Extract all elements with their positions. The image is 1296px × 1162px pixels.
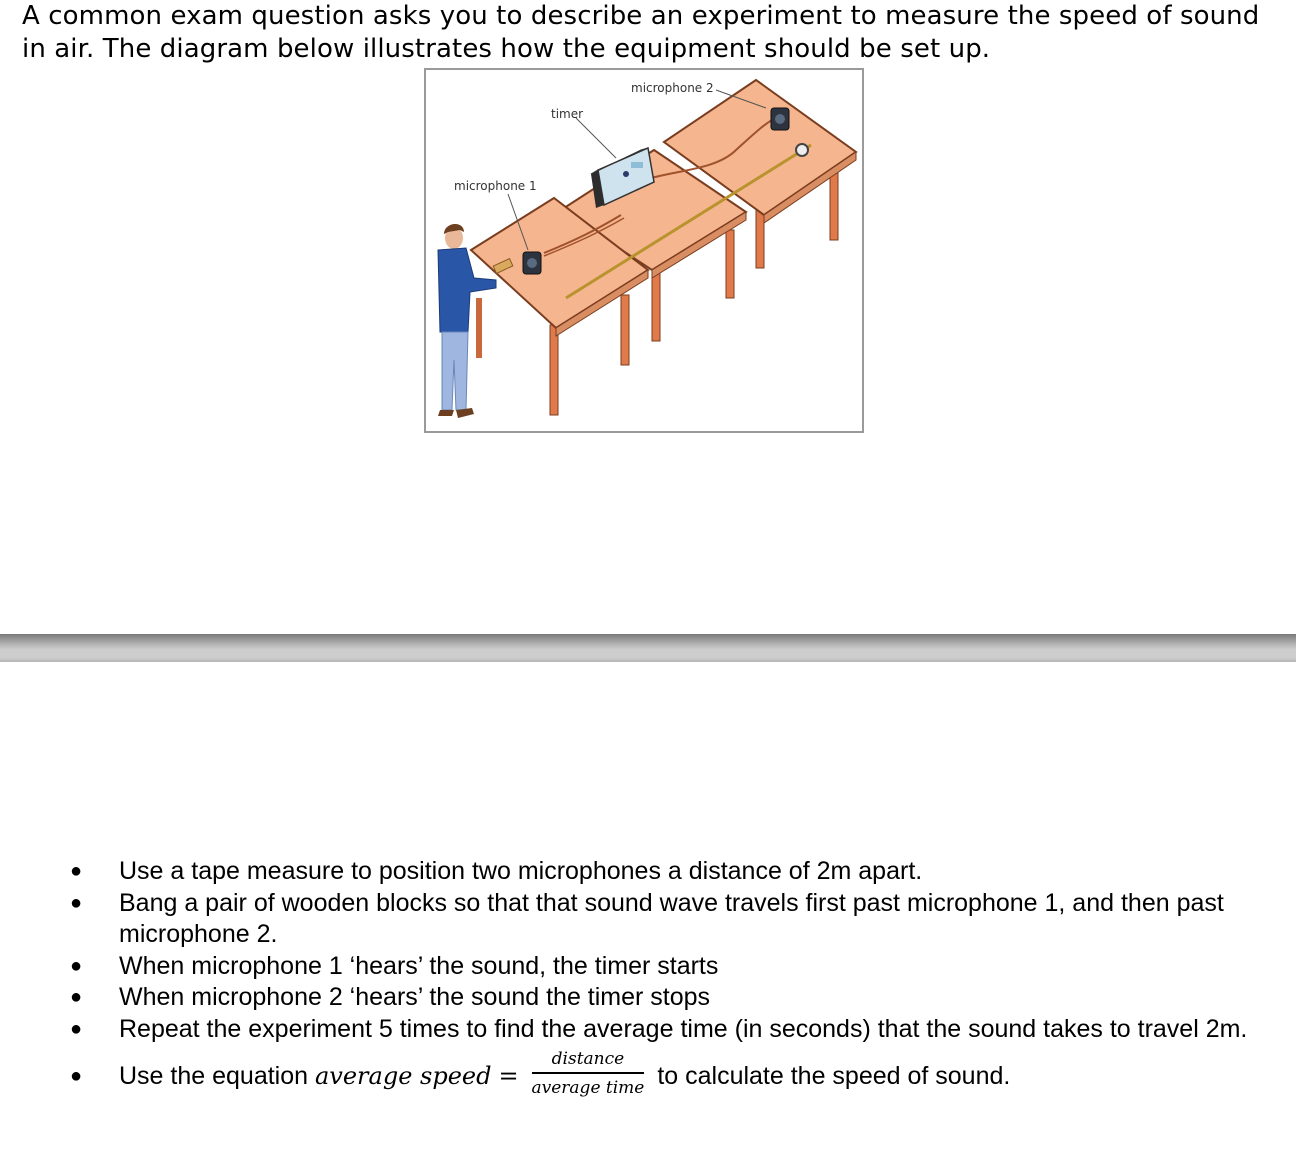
label-microphone-1: microphone 1	[454, 179, 537, 193]
intro-paragraph: A common exam question asks you to describe an experiment to measure the speed of sound in air. The diagram below illustrates how the equipment should be set up.	[22, 1, 1260, 64]
microphone-1-device	[523, 252, 541, 274]
step-text: Use a tape measure to position two microphones a distance of 2m apart.	[119, 857, 923, 885]
label-timer: timer	[551, 107, 584, 121]
bullet-icon: ●	[69, 891, 83, 914]
equation-lhs: average speed	[314, 1062, 492, 1091]
step-text: Bang a pair of wooden blocks so that that sound wave travels first past microphone 1, and then past microphone 2.	[119, 888, 1224, 948]
equation-numerator: distance	[532, 1049, 645, 1074]
step-text: Repeat the experiment 5 times to find the average time (in seconds) that the sound takes to travel 2m.	[119, 1014, 1248, 1043]
equation-denominator: average time	[531, 1078, 645, 1098]
list-item	[0, 1049, 1296, 1102]
bullet-icon: ●	[69, 986, 83, 1008]
bullet-icon: ●	[69, 1065, 83, 1087]
list-item	[0, 982, 1296, 1014]
list-item	[0, 951, 1296, 983]
step-text: When microphone 2 ‘hears’ the sound the timer stops	[119, 983, 711, 1011]
bullet-icon: ●	[69, 954, 83, 977]
equation-prefix: Use the equation	[119, 1062, 309, 1091]
list-item	[0, 1014, 1296, 1046]
procedure-list	[0, 856, 1296, 1102]
list-item	[0, 856, 1296, 888]
equation-fraction	[532, 1049, 645, 1098]
experiment-diagram	[424, 68, 864, 433]
bullet-icon: ●	[69, 1017, 83, 1040]
equation-suffix: to calculate the speed of sound.	[657, 1062, 1011, 1091]
label-microphone-2: microphone 2	[631, 81, 714, 95]
list-item	[0, 888, 1296, 951]
experiment-illustration	[426, 70, 862, 431]
page-divider	[0, 634, 1296, 662]
bullet-icon: ●	[69, 860, 83, 882]
equation-equals: =	[498, 1062, 519, 1091]
step-text: When microphone 1 ‘hears’ the sound, the timer starts	[119, 951, 719, 980]
